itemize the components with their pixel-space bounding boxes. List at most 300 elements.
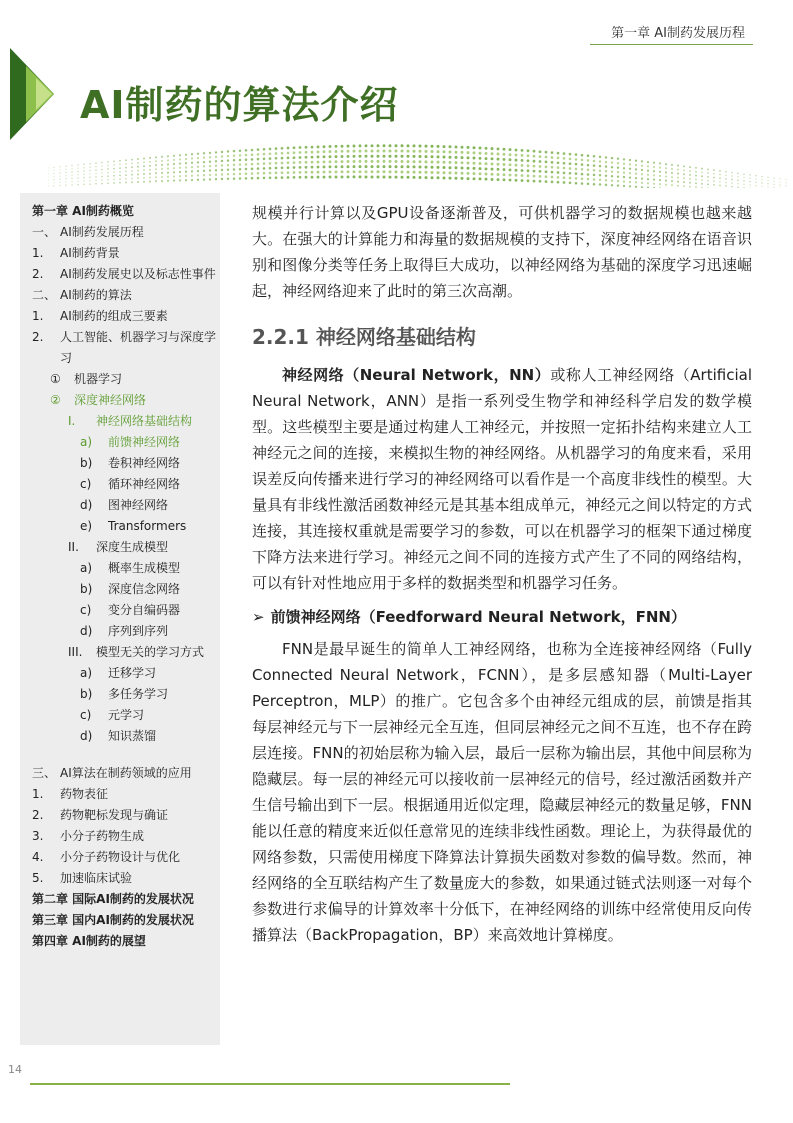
- wave-dot: [383, 170, 386, 173]
- wave-dot: [593, 169, 596, 172]
- toc-item[interactable]: [32, 390, 220, 411]
- wave-dot: [119, 182, 121, 184]
- wave-dot: [755, 178, 756, 179]
- wave-dot: [755, 185, 756, 186]
- wave-dot: [335, 150, 338, 153]
- wave-dot: [83, 170, 84, 171]
- wave-dot: [599, 160, 601, 162]
- wave-dot: [197, 170, 199, 172]
- wave-dot: [647, 182, 649, 184]
- wave-dot: [461, 161, 464, 164]
- wave-dot: [245, 154, 248, 157]
- wave-dot: [425, 166, 428, 169]
- wave-dot: [653, 183, 655, 185]
- wave-dot: [761, 176, 762, 177]
- toc-item-number: 三、: [32, 766, 57, 780]
- toc-item-number: 一、: [32, 225, 57, 239]
- wave-dot: [77, 171, 78, 172]
- toc-item-number: d): [80, 729, 93, 743]
- wave-dot: [209, 156, 211, 158]
- wave-dot: [539, 150, 542, 153]
- wave-dot: [48, 185, 49, 186]
- wave-dot: [209, 152, 211, 154]
- wave-dot: [293, 176, 296, 179]
- wave-dot: [389, 176, 392, 179]
- wave-dot: [707, 169, 709, 171]
- wave-dot: [653, 187, 655, 188]
- wave-dot: [137, 158, 139, 160]
- wave-dot: [245, 168, 248, 171]
- wave-dot: [155, 180, 157, 182]
- wave-dot: [521, 169, 524, 172]
- wave-dot: [767, 177, 768, 178]
- wave-dot: [221, 160, 223, 162]
- wave-dot: [455, 172, 458, 175]
- wave-dot: [359, 155, 362, 158]
- toc-item-label: 图神经网络: [108, 498, 169, 512]
- toc-item[interactable]: [32, 579, 220, 600]
- wave-dot: [443, 156, 446, 159]
- wave-dot: [551, 166, 554, 169]
- paragraph-fnn: FNN是最早诞生的简单人工神经网络，也称为全连接神经网络（Fully Connected Neural Network，FCNN），是多层感知器（Multi-Layer Perceptron，MLP）的推广。它包含多个由神经元组成的层，前馈是指其每层神经元与下一层神经元全互连，但同层神经元之间不互连，也不存在跨层连接。FNN的初始层称为输入层，最后一层称为输出层，其他中间层称为隐藏层。每一层的神经元可以接收前一层神经元的信号，经过激活函数并产生信号输出到下一层。根据通用近似定理，隐藏层神经元的数量足够，FNN能以任意的精度来近似任意常见的连续非线性函数。理论上，为获得最优的网络参数，只需使用梯度下降算法计算损失函数对参数的偏导数。然而，神经网络的全互联结构产生了数量庞大的参数，如果通过链式法则逐一对每个参数进行求偏导的计算效率十分低下，在神经网络的训练中经常使用反向传播算法（BackPropagation，BP）来高效地计算梯度。: [252, 640, 752, 944]
- wave-dot: [587, 183, 590, 186]
- wave-dot: [167, 155, 169, 157]
- wave-dot: [305, 151, 308, 154]
- wave-dot: [113, 164, 115, 166]
- toc-item-number: ①: [50, 372, 61, 386]
- wave-dot: [161, 168, 163, 170]
- wave-dot: [323, 155, 326, 158]
- wave-dot: [467, 162, 470, 165]
- wave-dot: [515, 149, 518, 152]
- wave-dot: [281, 162, 284, 165]
- wave-dot: [329, 145, 332, 148]
- wave-dot: [395, 155, 398, 158]
- toc-item[interactable]: [32, 621, 220, 642]
- toc-item[interactable]: [32, 285, 220, 306]
- table-of-contents: [20, 193, 220, 1045]
- wave-dot: [425, 145, 428, 148]
- wave-dot: [569, 158, 572, 161]
- toc-item-label: 第三章 国内AI制药的发展状况: [32, 913, 194, 927]
- wave-dot: [143, 161, 145, 163]
- wave-dot: [251, 158, 254, 161]
- wave-dot: [149, 165, 151, 167]
- wave-dot: [119, 178, 121, 180]
- wave-dot: [317, 171, 320, 174]
- wave-dot: [53, 182, 54, 183]
- wave-dot: [377, 170, 380, 173]
- wave-dot: [365, 165, 368, 168]
- wave-dot: [623, 172, 625, 174]
- wave-dot: [449, 145, 452, 148]
- wave-dot: [245, 177, 248, 180]
- wave-dot: [731, 172, 733, 174]
- wave-dot: [479, 152, 482, 155]
- wave-dot: [101, 172, 103, 174]
- wave-dot: [335, 145, 338, 148]
- toc-item[interactable]: [32, 537, 220, 558]
- wave-dot: [503, 173, 506, 176]
- wave-dot: [143, 165, 145, 167]
- wave-dot: [437, 155, 440, 158]
- wave-dot: [203, 152, 205, 154]
- wave-dot: [335, 155, 338, 158]
- wave-dot: [473, 162, 476, 165]
- wave-dot: [65, 178, 66, 179]
- wave-dot: [257, 177, 260, 180]
- wave-dot: [731, 179, 733, 181]
- wave-dot: [491, 157, 494, 160]
- wave-dot: [647, 161, 649, 163]
- toc-item[interactable]: [32, 474, 220, 495]
- wave-dot: [635, 160, 637, 162]
- wave-dot: [425, 150, 428, 153]
- wave-dot: [659, 187, 661, 188]
- wave-dot: [635, 173, 637, 175]
- wave-dot: [221, 178, 223, 180]
- wave-dot: [437, 171, 440, 174]
- wave-dot: [227, 178, 229, 180]
- wave-dot: [659, 179, 661, 181]
- wave-dot: [311, 166, 314, 169]
- wave-dot: [563, 176, 566, 179]
- toc-item[interactable]: [32, 243, 220, 264]
- wave-dot: [179, 158, 181, 160]
- wave-dot: [473, 146, 476, 149]
- wave-dot: [293, 156, 296, 159]
- wave-dot: [725, 185, 727, 187]
- wave-dot: [167, 168, 169, 170]
- wave-dot: [647, 174, 649, 176]
- wave-dot: [419, 155, 422, 158]
- wave-dot: [413, 160, 416, 163]
- wave-dot: [173, 167, 175, 169]
- toc-item-label: 元学习: [108, 708, 145, 722]
- wave-dot: [473, 177, 476, 180]
- wave-dot: [209, 174, 211, 176]
- wave-dot: [371, 150, 374, 153]
- wave-dot: [725, 171, 727, 173]
- wave-dot: [167, 176, 169, 178]
- wave-dot: [473, 157, 476, 160]
- wave-dot: [71, 168, 72, 169]
- toc-item[interactable]: [32, 495, 220, 516]
- running-header: 第一章 AI制药发展历程: [611, 26, 745, 41]
- toc-item[interactable]: [32, 784, 220, 805]
- wave-dot: [635, 168, 637, 170]
- wave-dot: [611, 170, 613, 172]
- wave-dot: [683, 185, 685, 187]
- wave-dot: [461, 151, 464, 154]
- wave-dot: [377, 155, 380, 158]
- wave-dot: [545, 161, 548, 164]
- wave-dot: [191, 170, 193, 172]
- wave-dot: [725, 174, 727, 176]
- wave-dot: [425, 171, 428, 174]
- wave-dot: [773, 181, 774, 182]
- wave-dot: [767, 186, 768, 187]
- wave-dot: [365, 150, 368, 153]
- wave-dot: [443, 177, 446, 180]
- wave-dot: [569, 167, 572, 170]
- wave-dot: [479, 167, 482, 170]
- wave-dot: [569, 181, 572, 184]
- wave-dot: [539, 165, 542, 168]
- wave-dot: [467, 177, 470, 180]
- wave-dot: [275, 167, 278, 170]
- toc-item[interactable]: [32, 222, 220, 243]
- toc-item[interactable]: [32, 558, 220, 579]
- wave-dot: [557, 157, 560, 160]
- wave-dot: [191, 175, 193, 177]
- wave-dot: [215, 151, 217, 153]
- wave-dot: [521, 159, 524, 162]
- toc-item[interactable]: [32, 201, 220, 222]
- wave-dot: [419, 176, 422, 179]
- wave-dot: [353, 170, 356, 173]
- wave-dot: [551, 171, 554, 174]
- wave-dot: [617, 180, 619, 182]
- wave-dot: [101, 176, 103, 178]
- wave-dot: [287, 157, 290, 160]
- wave-dot: [275, 152, 278, 155]
- toc-item[interactable]: [32, 327, 220, 369]
- wave-dot: [143, 177, 145, 179]
- wave-dot: [173, 171, 175, 173]
- wave-dot: [149, 157, 151, 159]
- wave-dot: [275, 176, 278, 179]
- wave-dot: [173, 155, 175, 157]
- wave-dot: [245, 172, 248, 175]
- wave-dot: [617, 171, 619, 173]
- wave-dot: [173, 159, 175, 161]
- wave-dot: [671, 180, 673, 182]
- wave-dot: [245, 149, 248, 152]
- wave-dot: [371, 155, 374, 158]
- toc-item-label: 加速临床试验: [60, 871, 133, 885]
- toc-item[interactable]: [32, 369, 220, 390]
- wave-dot: [389, 160, 392, 163]
- toc-item[interactable]: [32, 826, 220, 847]
- wave-dot: [575, 172, 578, 175]
- wave-dot: [629, 176, 631, 178]
- wave-dot: [353, 165, 356, 168]
- wave-dot: [269, 148, 272, 151]
- wave-dot: [125, 178, 127, 180]
- toc-item[interactable]: [32, 663, 220, 684]
- toc-item[interactable]: [32, 763, 220, 784]
- wave-dot: [275, 162, 278, 165]
- wave-dot: [275, 157, 278, 160]
- wave-dot: [293, 146, 296, 149]
- wave-dot: [101, 183, 103, 185]
- wave-dot: [665, 175, 667, 177]
- wave-dot: [341, 155, 344, 158]
- wave-dot: [383, 160, 386, 163]
- toc-item[interactable]: [32, 516, 220, 537]
- wave-dot: [323, 145, 326, 148]
- main-content: [252, 200, 752, 948]
- wave-dot: [221, 173, 223, 175]
- toc-item-label: 神经网络基础结构: [96, 414, 193, 428]
- wave-dot: [641, 186, 643, 188]
- wave-dot: [641, 165, 643, 167]
- wave-dot: [107, 182, 109, 184]
- wave-dot: [401, 171, 404, 174]
- wave-dot: [101, 179, 103, 181]
- wave-dot: [407, 160, 410, 163]
- toc-item[interactable]: [32, 931, 220, 952]
- wave-dot: [683, 165, 685, 167]
- wave-dot: [227, 173, 229, 175]
- wave-dot: [689, 174, 691, 176]
- wave-dot: [689, 182, 691, 184]
- wave-dot: [335, 176, 338, 179]
- wave-dot: [89, 173, 91, 175]
- wave-dot: [719, 170, 721, 172]
- wave-dot: [65, 175, 66, 176]
- wave-dot: [239, 177, 242, 180]
- wave-dot: [521, 174, 524, 177]
- wave-dot: [377, 165, 380, 168]
- toc-item[interactable]: [32, 805, 220, 826]
- wave-dot: [533, 170, 536, 173]
- wave-dot: [299, 161, 302, 164]
- wave-dot: [467, 172, 470, 175]
- wave-dot: [551, 181, 554, 184]
- wave-dot: [701, 183, 703, 185]
- toc-item[interactable]: [32, 264, 220, 285]
- wave-dot: [437, 176, 440, 179]
- toc-item[interactable]: [32, 453, 220, 474]
- wave-dot: [701, 168, 703, 170]
- wave-dot: [377, 160, 380, 163]
- footer-rule: [30, 1083, 510, 1085]
- toc-item-label: 机器学习: [74, 372, 123, 386]
- wave-dot: [341, 160, 344, 163]
- wave-dot: [71, 181, 72, 182]
- wave-dot: [431, 161, 434, 164]
- toc-item[interactable]: [32, 642, 220, 663]
- toc-item[interactable]: [32, 411, 220, 432]
- wave-dot: [725, 182, 727, 184]
- wave-dot: [503, 148, 506, 151]
- wave-dot: [137, 166, 139, 168]
- toc-item[interactable]: [32, 306, 220, 327]
- wave-dot: [707, 184, 709, 186]
- wave-dot: [431, 150, 434, 153]
- wave-dot: [545, 156, 548, 159]
- wave-dot: [623, 176, 625, 178]
- wave-dot: [113, 171, 115, 173]
- wave-dot: [563, 157, 566, 160]
- wave-dot: [479, 157, 482, 160]
- wave-dot: [683, 181, 685, 183]
- wave-dot: [437, 166, 440, 169]
- wave-dot: [455, 151, 458, 154]
- wave-dot: [335, 160, 338, 163]
- wave-dot: [581, 173, 584, 176]
- wave-dot: [413, 155, 416, 158]
- wave-dot: [401, 160, 404, 163]
- wave-dot: [665, 163, 667, 165]
- wave-dot: [641, 169, 643, 171]
- wave-dot: [731, 175, 733, 177]
- wave-dot: [755, 182, 756, 183]
- wave-dot: [185, 154, 187, 156]
- wave-dot: [611, 157, 613, 159]
- wave-dot: [641, 182, 643, 184]
- wave-dot: [53, 173, 54, 174]
- wave-dot: [209, 161, 211, 163]
- wave-dot: [137, 162, 139, 164]
- wave-dot: [263, 153, 266, 156]
- wave-dot: [311, 176, 314, 179]
- toc-item[interactable]: [32, 432, 220, 453]
- wave-dot: [749, 177, 750, 178]
- wave-dot: [569, 177, 572, 180]
- wave-dot: [671, 176, 673, 178]
- wave-dot: [233, 159, 235, 161]
- wave-dot: [323, 160, 326, 163]
- wave-dot: [299, 146, 302, 149]
- wave-dot: [497, 158, 500, 161]
- wave-dot: [557, 176, 560, 179]
- toc-item-number: III.: [68, 645, 83, 659]
- wave-dot: [77, 167, 78, 168]
- wave-dot: [119, 160, 121, 162]
- wave-dot: [485, 167, 488, 170]
- toc-item[interactable]: [32, 726, 220, 747]
- wave-dot: [551, 176, 554, 179]
- wave-dot: [197, 153, 199, 155]
- wave-dot: [623, 158, 625, 160]
- wave-dot: [599, 174, 601, 176]
- wave-dot: [281, 176, 284, 179]
- wave-dot: [269, 152, 272, 155]
- wave-dot: [659, 183, 661, 185]
- wave-dot: [401, 150, 404, 153]
- toc-item[interactable]: [32, 705, 220, 726]
- wave-dot: [59, 182, 60, 183]
- toc-item-number: b): [80, 582, 93, 596]
- wave-dot: [257, 167, 260, 170]
- toc-item[interactable]: [32, 847, 220, 868]
- wave-dot: [443, 145, 446, 148]
- wave-dot: [95, 162, 97, 164]
- wave-dot: [269, 157, 272, 160]
- wave-dot: [461, 172, 464, 175]
- wave-dot: [569, 172, 572, 175]
- wave-dot: [287, 176, 290, 179]
- wave-dot: [653, 179, 655, 181]
- toc-item[interactable]: [32, 889, 220, 910]
- wave-dot: [281, 157, 284, 160]
- toc-item[interactable]: [32, 868, 220, 889]
- wave-dot: [647, 170, 649, 172]
- wave-dot: [161, 156, 163, 158]
- wave-dot: [203, 174, 205, 176]
- wave-dot: [719, 181, 721, 183]
- wave-dot: [383, 176, 386, 179]
- toc-item-label: 深度神经网络: [74, 393, 147, 407]
- wave-dot: [677, 169, 679, 171]
- wave-dot: [395, 150, 398, 153]
- toc-item[interactable]: [32, 910, 220, 931]
- toc-item[interactable]: [32, 600, 220, 621]
- toc-item[interactable]: [32, 684, 220, 705]
